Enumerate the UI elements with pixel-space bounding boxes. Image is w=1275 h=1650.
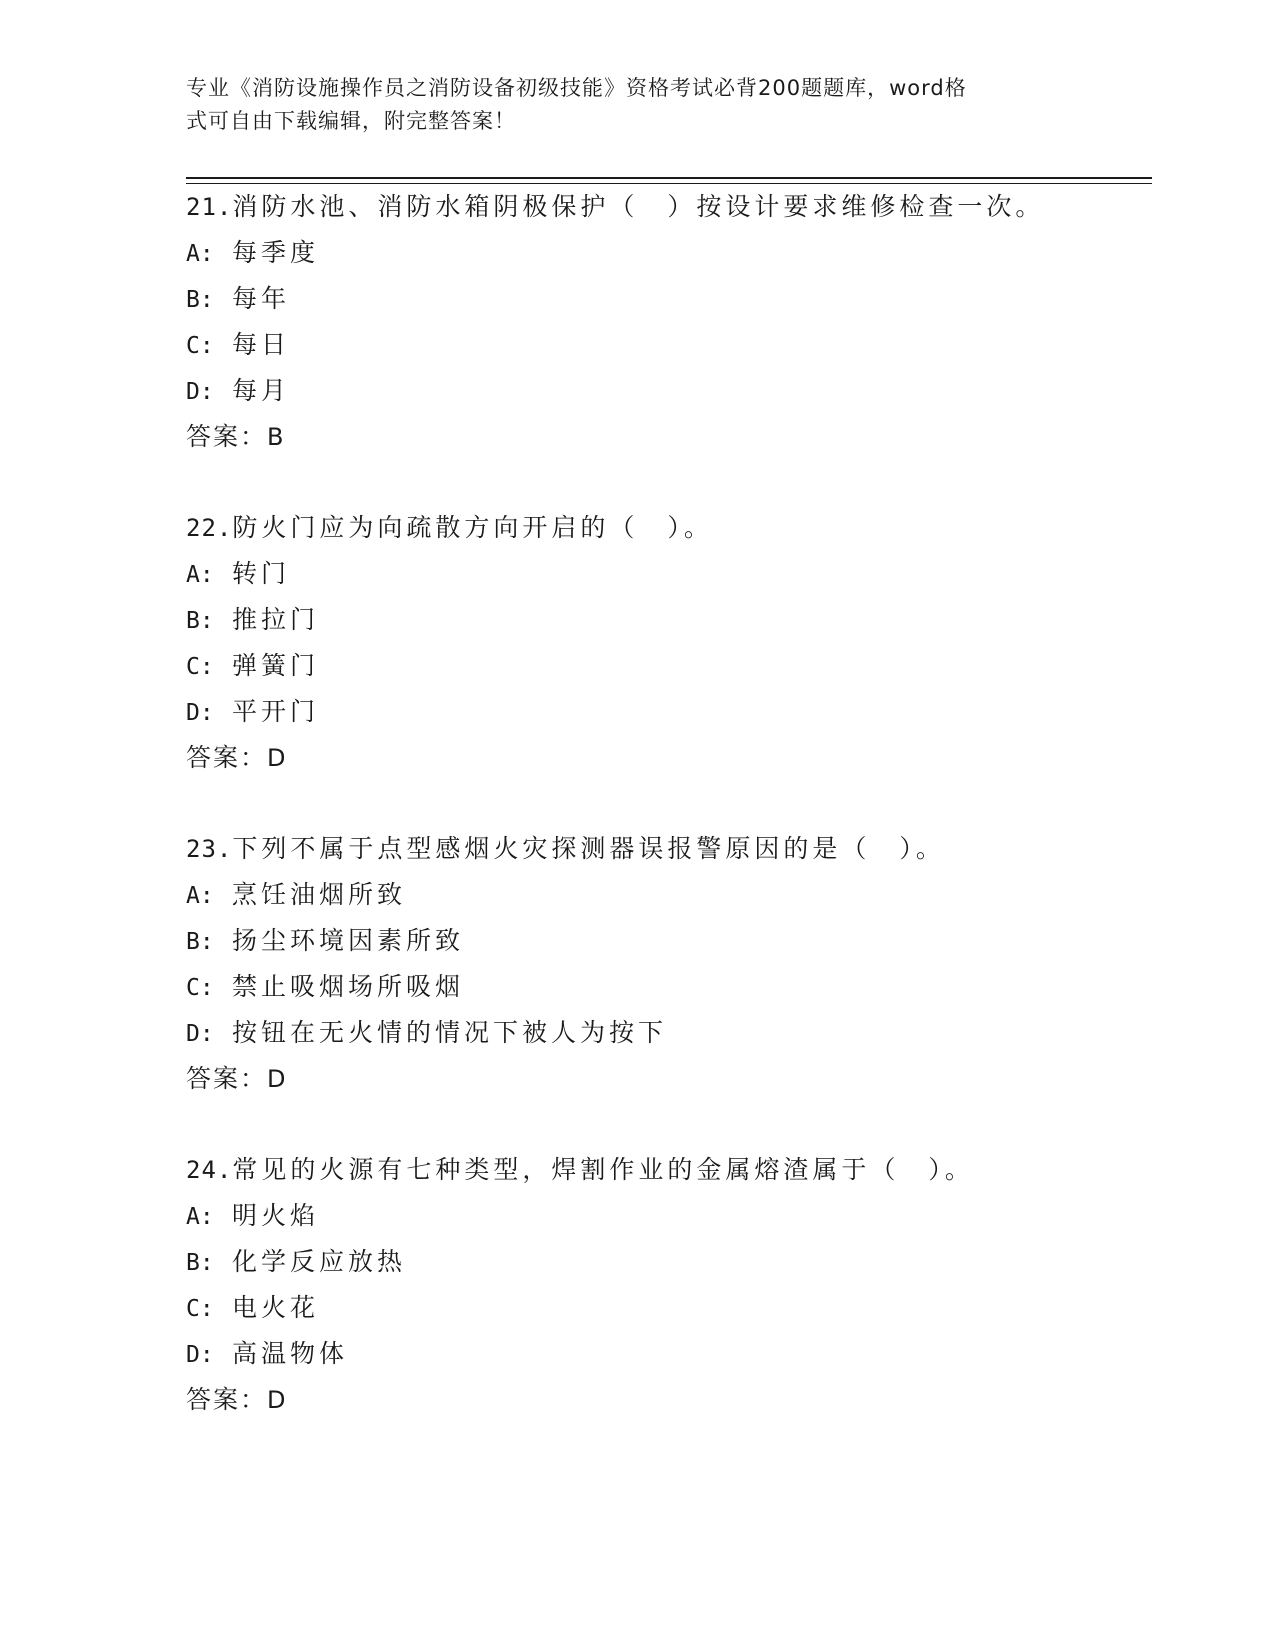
option-text: 明火焰: [232, 1201, 320, 1230]
header-line-1: 专业《消防设施操作员之消防设备初级技能》资格考试必背200题题库，word格: [186, 76, 967, 100]
option-a: [186, 872, 1146, 918]
option-c: [186, 964, 1146, 1010]
option-text: 化学反应放热: [232, 1247, 407, 1276]
header-line-2: 式可自由下载编辑，附完整答案！: [186, 109, 516, 133]
option-text: 每年: [232, 284, 291, 313]
question-number: 21.: [186, 193, 233, 221]
question-stem: [186, 1147, 1146, 1193]
question-stem: [186, 826, 1146, 872]
answer-line: [186, 1056, 1146, 1102]
option-d: [186, 1010, 1146, 1056]
answer-value: D: [267, 1386, 288, 1414]
question-number: 24.: [186, 1156, 233, 1184]
option-text: 平开门: [232, 697, 320, 726]
answer-line: [186, 735, 1146, 781]
option-text: 每日: [232, 330, 291, 359]
option-key: A:: [186, 883, 214, 909]
option-key: C:: [186, 333, 214, 359]
option-key: B:: [186, 608, 214, 634]
option-b: [186, 918, 1146, 964]
option-d: [186, 1331, 1146, 1377]
option-text: 转门: [232, 559, 291, 588]
option-key: C:: [186, 975, 214, 1001]
option-key: A:: [186, 562, 214, 588]
option-key: B:: [186, 1250, 214, 1276]
answer-value: D: [267, 744, 288, 772]
answer-line: [186, 414, 1146, 460]
answer-value: B: [267, 423, 286, 451]
header-divider-thick: [186, 177, 1152, 179]
option-text: 高温物体: [232, 1339, 349, 1368]
answer-label: 答案：: [186, 1385, 268, 1414]
option-text: 每季度: [232, 238, 320, 267]
option-text: 推拉门: [232, 605, 320, 634]
option-text: 扬尘环境因素所致: [232, 926, 465, 955]
option-d: [186, 689, 1146, 735]
option-a: [186, 551, 1146, 597]
answer-line: [186, 1377, 1146, 1423]
option-key: A:: [186, 241, 214, 267]
question-text: 下列不属于点型感烟火灾探测器误报警原因的是（ ）。: [232, 834, 945, 863]
question-stem: [186, 184, 1146, 230]
option-key: B:: [186, 929, 214, 955]
option-text: 按钮在无火情的情况下被人为按下: [232, 1018, 668, 1047]
option-a: [186, 1193, 1146, 1239]
option-c: [186, 643, 1146, 689]
answer-label: 答案：: [186, 743, 268, 772]
option-key: D:: [186, 700, 214, 726]
option-text: 弹簧门: [232, 651, 320, 680]
option-c: [186, 1285, 1146, 1331]
option-key: D:: [186, 1021, 214, 1047]
option-b: [186, 1239, 1146, 1285]
option-text: 电火花: [232, 1293, 320, 1322]
question-block-21: [186, 184, 1146, 460]
option-b: [186, 276, 1146, 322]
option-c: [186, 322, 1146, 368]
question-block-24: [186, 1147, 1146, 1423]
document-header: [186, 72, 1086, 138]
option-key: A:: [186, 1204, 214, 1230]
question-block-22: [186, 505, 1146, 781]
option-d: [186, 368, 1146, 414]
question-number: 23.: [186, 835, 233, 863]
option-key: B:: [186, 287, 214, 313]
answer-label: 答案：: [186, 1064, 268, 1093]
question-text: 常见的火源有七种类型，焊割作业的金属熔渣属于（ ）。: [232, 1155, 974, 1184]
option-key: C:: [186, 654, 214, 680]
option-key: C:: [186, 1296, 214, 1322]
option-b: [186, 597, 1146, 643]
question-number: 22.: [186, 514, 233, 542]
question-text: 防火门应为向疏散方向开启的（ ）。: [232, 513, 713, 542]
answer-value: D: [267, 1065, 288, 1093]
question-block-23: [186, 826, 1146, 1102]
question-text: 消防水池、消防水箱阴极保护（ ）按设计要求维修检查一次。: [232, 192, 1045, 221]
answer-label: 答案：: [186, 422, 268, 451]
option-key: D:: [186, 379, 214, 405]
option-key: D:: [186, 1342, 214, 1368]
option-text: 禁止吸烟场所吸烟: [232, 972, 465, 1001]
option-a: [186, 230, 1146, 276]
option-text: 烹饪油烟所致: [232, 880, 407, 909]
question-stem: [186, 505, 1146, 551]
option-text: 每月: [232, 376, 291, 405]
